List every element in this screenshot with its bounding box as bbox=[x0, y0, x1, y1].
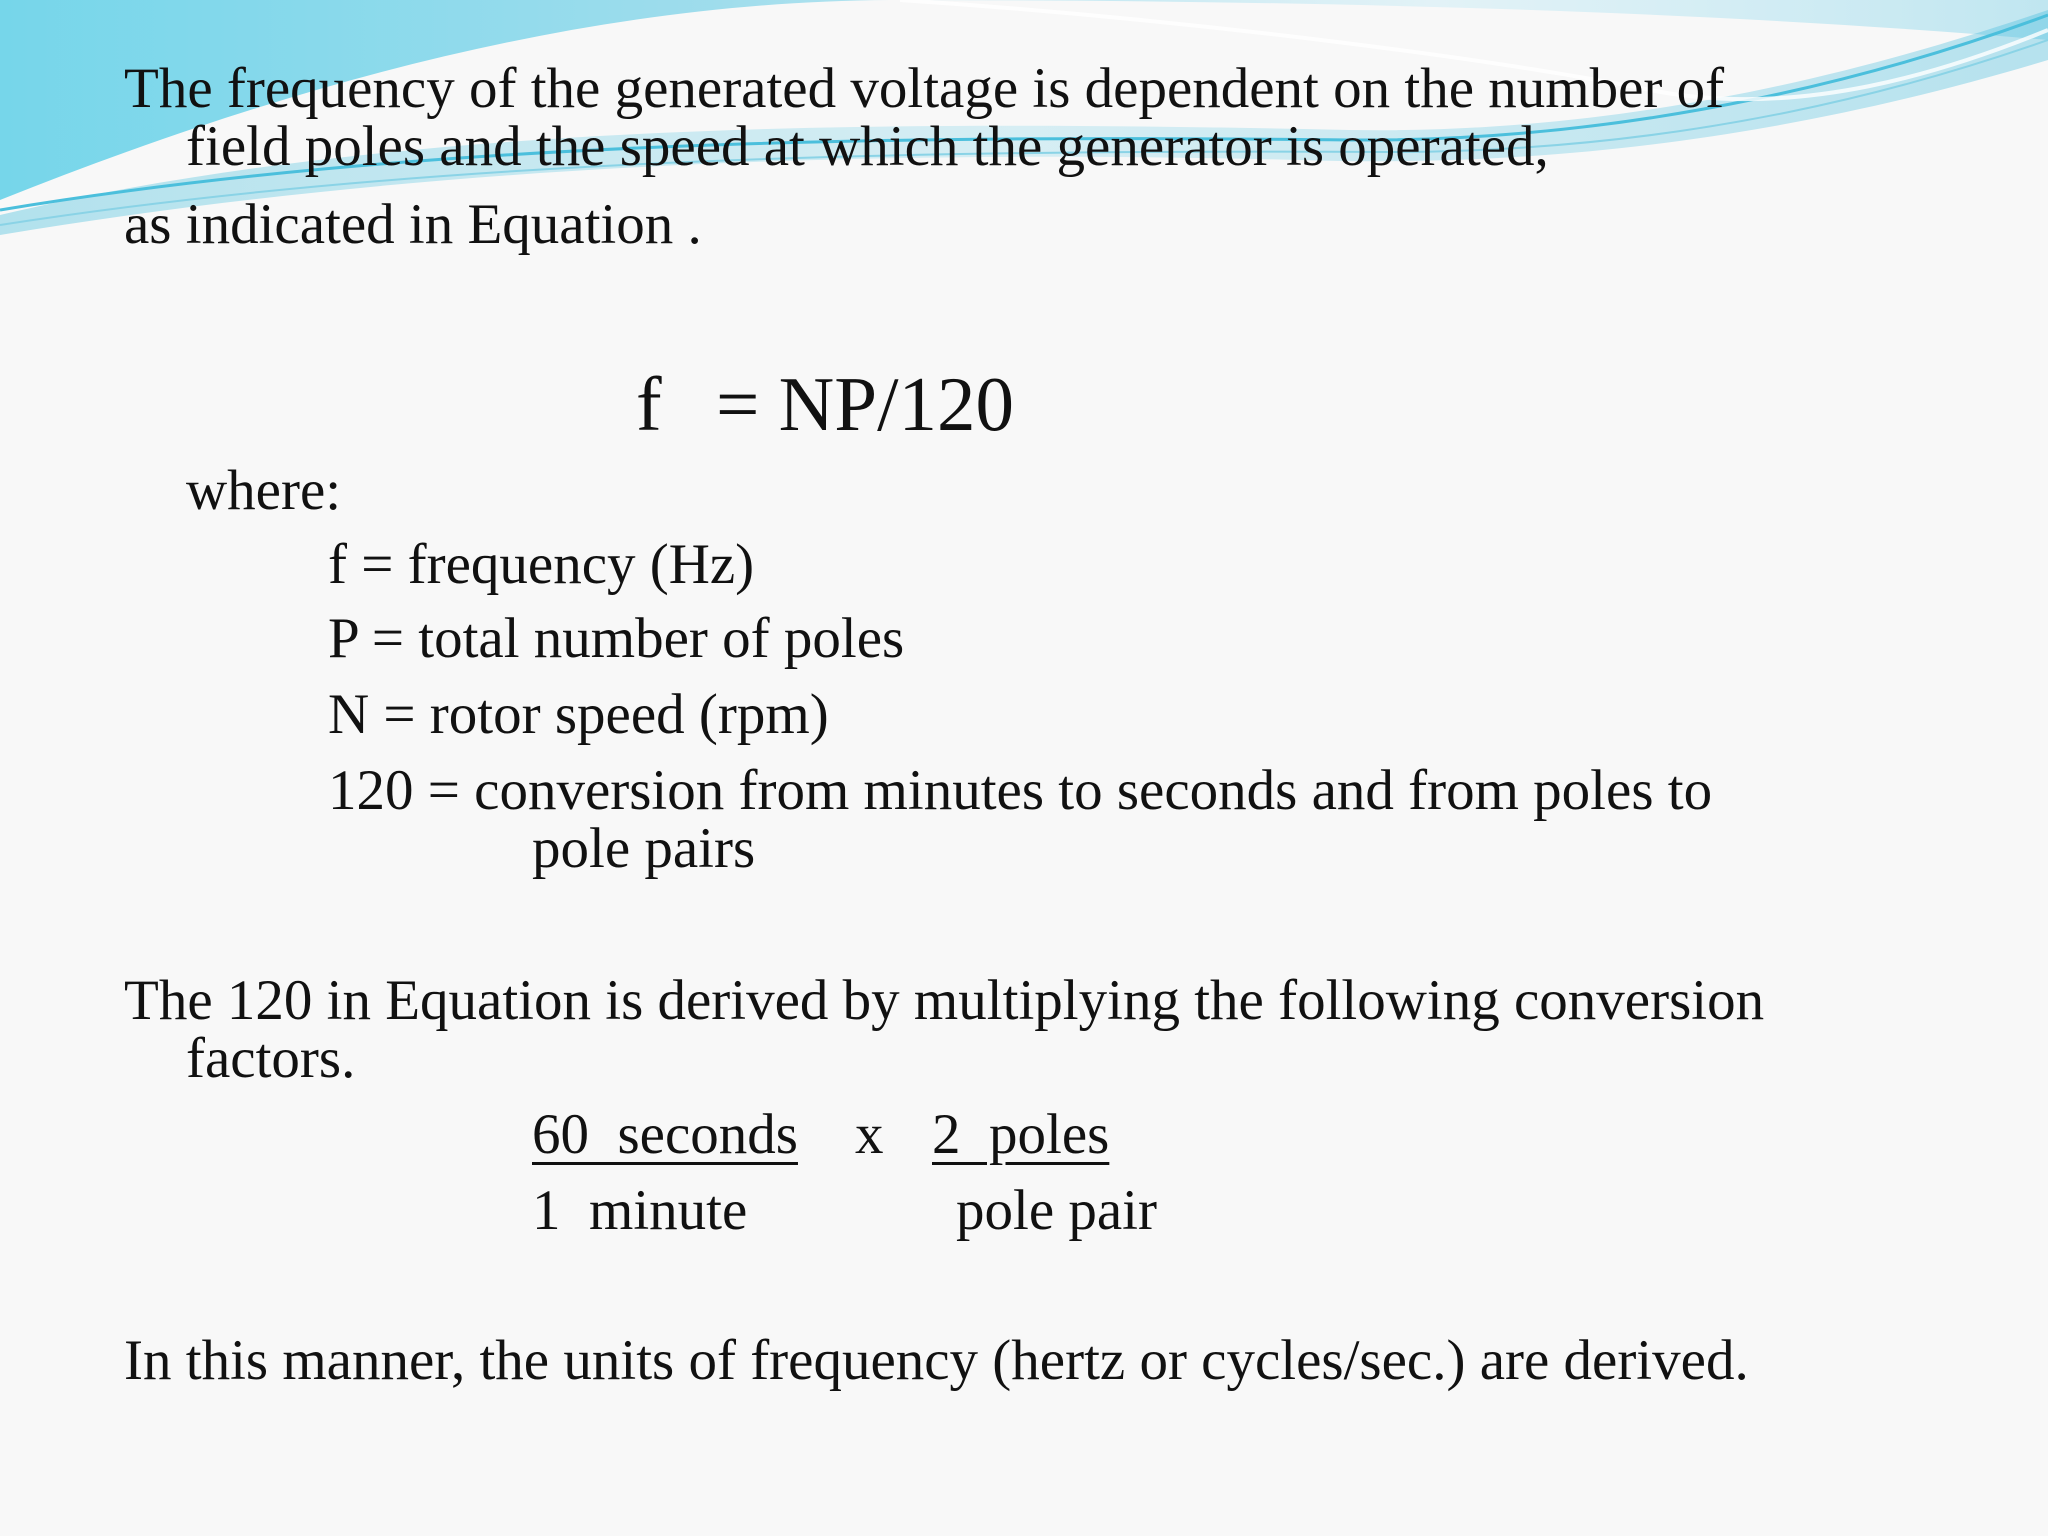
where-label: where: bbox=[186, 459, 342, 522]
conversion-numerator-poles: 2 poles bbox=[932, 1103, 1110, 1166]
conversion-operator: x bbox=[855, 1103, 884, 1166]
definition-rotor-speed: N = rotor speed (rpm) bbox=[328, 683, 829, 746]
definition-frequency: f = frequency (Hz) bbox=[328, 533, 755, 596]
conclusion: In this manner, the units of frequency (hertz or cycles/sec.) are derived. bbox=[124, 1329, 1749, 1392]
conversion-numerator-seconds: 60 seconds bbox=[532, 1103, 798, 1166]
conversion-denominator-minute: 1 minute bbox=[532, 1179, 748, 1242]
intro-line-1: The frequency of the generated voltage is dependent on the number of bbox=[124, 57, 1725, 120]
derivation-line-2: factors. bbox=[186, 1027, 356, 1090]
intro-line-3: as indicated in Equation . bbox=[124, 193, 702, 256]
equation-lhs: f bbox=[636, 361, 662, 447]
definition-poles: P = total number of poles bbox=[328, 607, 905, 670]
definition-conversion-continuation: pole pairs bbox=[532, 817, 756, 880]
derivation-line-1: The 120 in Equation is derived by multiplying the following conversion bbox=[124, 969, 1765, 1032]
conversion-denominator-pole-pair: pole pair bbox=[956, 1179, 1158, 1242]
equation-rhs: = NP/120 bbox=[716, 361, 1014, 447]
definition-conversion: 120 = conversion from minutes to seconds and from poles to bbox=[328, 759, 1713, 822]
intro-line-2: field poles and the speed at which the generator is operated, bbox=[186, 115, 1549, 178]
